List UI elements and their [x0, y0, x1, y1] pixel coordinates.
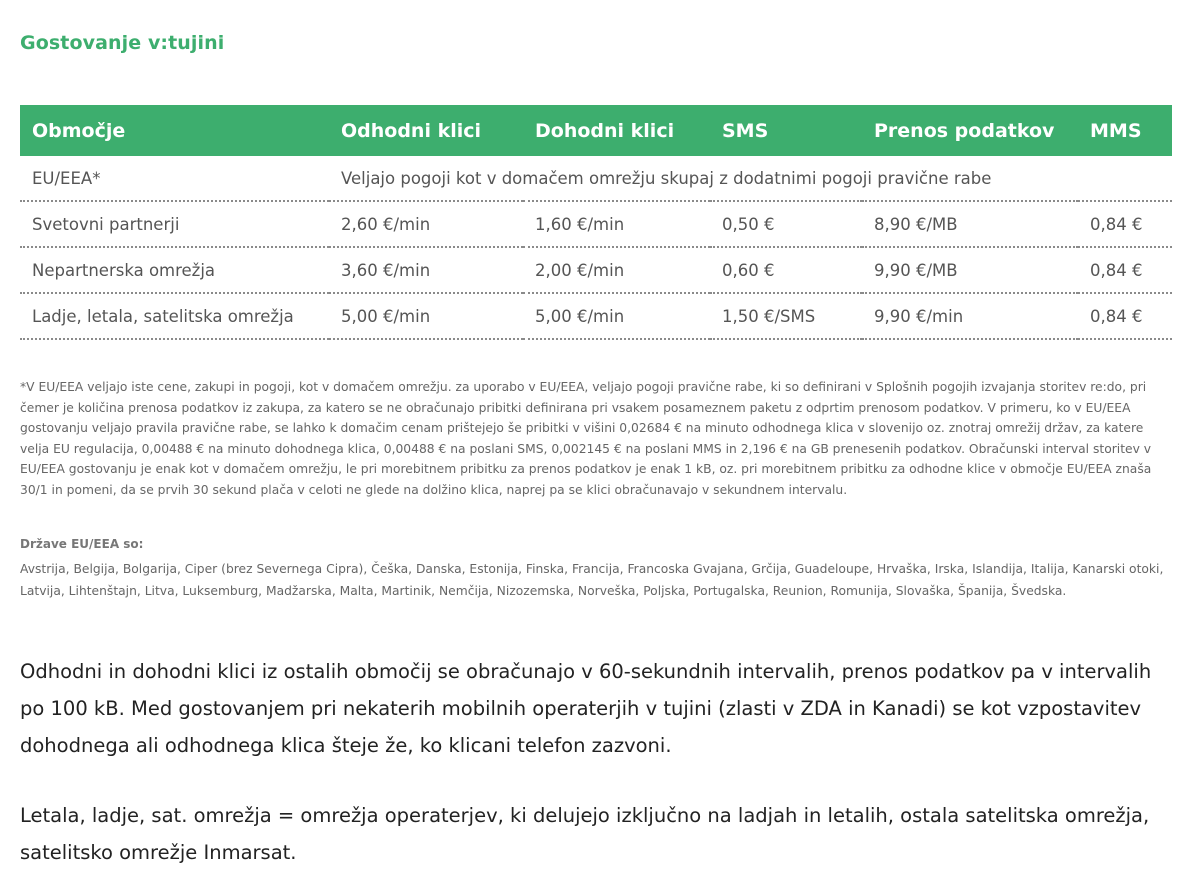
- sms-cell: 0,50 €: [710, 201, 862, 247]
- column-header-sms: SMS: [710, 105, 862, 156]
- column-header-zone: Območje: [20, 105, 329, 156]
- zone-cell: Svetovni partnerji: [20, 201, 329, 247]
- table-header-row: [20, 105, 1172, 156]
- data-transfer-cell: 8,90 €/MB: [862, 201, 1078, 247]
- table-row-eu: [20, 156, 1172, 201]
- eu-countries-list: Avstrija, Belgija, Bolgarija, Ciper (brez Severnega Cipra), Češka, Danska, Estonija, Finska, Francija, Francoska Gvajana, Grčija, Guadeloupe, Hrvaška, Irska, Islandija, Italija, Kanarski otoki, Latvija, Lihtenštajn, Litva, Luksemburg, Madžarska, Malta, Martinik, Nemčija, Nizozemska, Norveška, Poljska, Portugalska, Reunion, Romunija, Slovaška, Španija, Švedska.: [20, 562, 1164, 598]
- table-row: [20, 201, 1172, 247]
- eu-conditions-cell: Veljajo pogoji kot v domačem omrežju skupaj z dodatnimi pogoji pravične rabe: [329, 156, 1172, 201]
- column-header-mms: MMS: [1078, 105, 1172, 156]
- data-transfer-cell: 9,90 €/MB: [862, 247, 1078, 293]
- sms-cell: 0,60 €: [710, 247, 862, 293]
- outgoing-calls-cell: 5,00 €/min: [329, 293, 523, 339]
- sms-cell: 1,50 €/SMS: [710, 293, 862, 339]
- satellite-networks-paragraph: Letala, ladje, sat. omrežja = omrežja operaterjev, ki delujejo izključno na ladjah in letalih, ostala satelitska omrežja, satelitsko omrežje Inmarsat.: [20, 804, 1150, 864]
- mms-cell: 0,84 €: [1078, 201, 1172, 247]
- outgoing-calls-cell: 3,60 €/min: [329, 247, 523, 293]
- incoming-calls-cell: 1,60 €/min: [523, 201, 710, 247]
- column-header-incoming-calls: Dohodni klici: [523, 105, 710, 156]
- zone-cell: EU/EEA*: [20, 156, 329, 201]
- table-row: [20, 293, 1172, 339]
- column-header-outgoing-calls: Odhodni klici: [329, 105, 523, 156]
- outgoing-calls-cell: 2,60 €/min: [329, 201, 523, 247]
- eu-countries-heading: Države EU/EEA so:: [20, 537, 144, 551]
- page-title: Gostovanje v:tujini: [20, 31, 225, 54]
- billing-interval-paragraph: Odhodni in dohodni klici iz ostalih območij se obračunajo v 60-sekundnih intervalih, prenos podatkov pa v intervalih po 100 kB. Med gostovanjem pri nekaterih mobilnih operaterjih v tujini (zlasti v ZDA in Kanadi) se kot vzpostavitev dohodnega ali odhodnega klica šteje že, ko klicani telefon zazvoni.: [20, 660, 1152, 757]
- eu-footnote: *V EU/EEA veljajo iste cene, zakupi in pogoji, kot v domačem omrežju. za uporabo v EU/EEA, veljajo pogoji pravične rabe, ki so definirani v Splošnih pogojih izvajanja storitev re:do, pri čemer je količina prenosa podatkov iz zakupa, za katero se ne obračunajo pribitki definirana pri vsakem posameznem paketu z odprtim prenosom podatkov. V primeru, ko v EU/EEA gostovanju veljajo pravila pravične rabe, se lahko k domačim cenam prištejejo še pribitki v višini 0,02684 € na minuto odhodnega klica v slovenijo oz. znotraj omrežij držav, za katere velja EU regulacija, 0,00488 € na minuto dohodnega klica, 0,00488 € na poslani SMS, 0,002145 € na poslani MMS in 2,196 € na GB prenesenih podatkov. Obračunski interval storitev v EU/EEA gostovanju je enak kot v domačem omrežju, le pri morebitnem pribitku za prenos podatkov je enak 1 kB, oz. pri morebitnem pribitku za odhodne klice v območje EU/EEA znaša 30/1 in pomeni, da se prvih 30 sekund plača v celoti ne glede na dolžino klica, naprej pa se klici obračunavajo v sekundnem intervalu.: [20, 380, 1152, 497]
- roaming-prices-table: [20, 105, 1172, 340]
- mms-cell: 0,84 €: [1078, 293, 1172, 339]
- column-header-data-transfer: Prenos podatkov: [862, 105, 1078, 156]
- incoming-calls-cell: 2,00 €/min: [523, 247, 710, 293]
- zone-cell: Nepartnerska omrežja: [20, 247, 329, 293]
- zone-cell: Ladje, letala, satelitska omrežja: [20, 293, 329, 339]
- data-transfer-cell: 9,90 €/min: [862, 293, 1078, 339]
- table-row: [20, 247, 1172, 293]
- mms-cell: 0,84 €: [1078, 247, 1172, 293]
- incoming-calls-cell: 5,00 €/min: [523, 293, 710, 339]
